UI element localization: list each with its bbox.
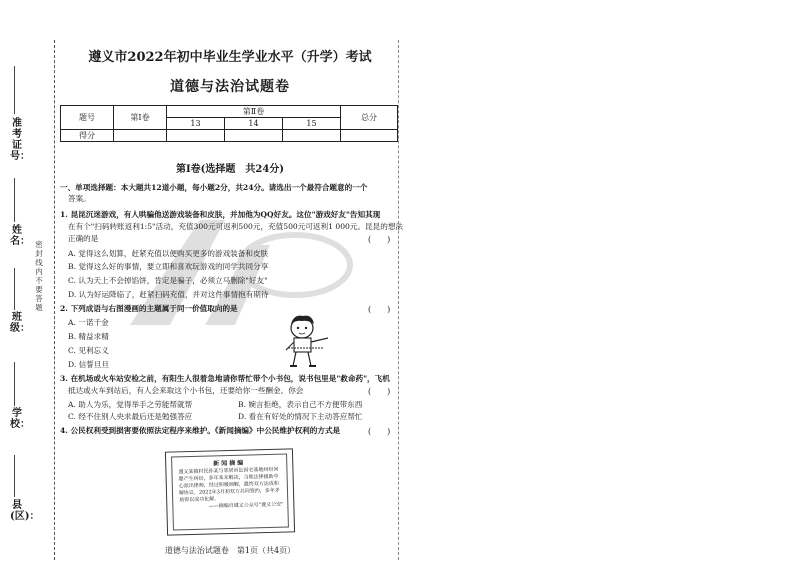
option: C. 经不住别人央求最后还是勉强答应 <box>68 412 193 421</box>
exam-number-line <box>14 66 15 114</box>
instructions-line: 一、单项选择题：本大题共12道小题，每小题2分，共24分。请选出一个最符合题意的一个 <box>60 183 368 192</box>
news-clipping-frame <box>171 453 289 530</box>
answer-bracket: ( ) <box>368 427 391 436</box>
score-cell[interactable] <box>341 130 398 142</box>
table-header-total: 总分 <box>341 106 398 130</box>
option: A. 觉得这么划算，赶紧充值以便购买更多的游戏装备和皮肤 <box>68 249 269 258</box>
question-4-stem: 4. 公民权利受到损害要依照法定程序来维护。《新闻摘编》中公民维护权利的方式是 <box>60 426 341 435</box>
news-title: 新闻摘编 <box>213 459 246 468</box>
paper-subtitle: 道德与法治试题卷 <box>170 79 290 95</box>
page-divider-line <box>398 40 399 560</box>
instructions-line: 答案。 <box>68 194 91 203</box>
option: C. 见利忘义 <box>68 346 109 355</box>
news-clipping <box>165 448 295 535</box>
page-footer: 道德与法治试题卷 第1页（共4页） <box>164 546 296 555</box>
table-header-tihao: 题号 <box>61 106 114 130</box>
table-header-part2: 第Ⅱ卷 <box>167 106 341 118</box>
option: A. 一诺千金 <box>68 318 109 327</box>
question-3-stem: 抵达或火车到站后，有人会来取这个小书包，还要给你一些酬金。你会 <box>68 386 304 395</box>
exam-title: 遵义市2022年初中毕业生学业水平（升学）考试 <box>88 50 372 65</box>
table-subheader: 15 <box>283 118 341 130</box>
option: B. 觉得这么好的事情，要立即和喜欢玩游戏的同学共同分享 <box>68 262 269 271</box>
table-subheader: 14 <box>225 118 283 130</box>
question-1-stem: 在有个"扫码转账返利1:5"活动，充值300元可返利500元，充值500元可返利1 000元。昆昆的想法 <box>68 222 404 231</box>
question-1-stem: 正确的是 <box>68 234 99 243</box>
option: B. 精益求精 <box>68 332 109 341</box>
question-2-stem: 2. 下列成语与右图漫画的主题属于同一价值取向的是 <box>60 304 238 313</box>
option: D. 信誓旦旦 <box>68 360 110 369</box>
answer-bracket: ( ) <box>368 387 391 396</box>
question-3-stem: 3. 在机场或火车站安检之前，有阳生人很着急地请你帮忙带个小书包，说书包里是"救命药"，飞机 <box>60 374 390 383</box>
class-label: 班级： <box>10 312 30 334</box>
table-subheader: 13 <box>167 118 225 130</box>
name-label: 姓名： <box>10 225 30 247</box>
score-cell[interactable] <box>283 130 341 142</box>
option: D. 认为好运降临了，赶紧扫码充值，并对这件事情抱有期待 <box>68 290 269 299</box>
section-title: 第Ⅰ卷(选择题 共24分) <box>175 164 285 175</box>
exam-number-label: 准考证号： <box>10 118 30 162</box>
district-line <box>14 455 15 497</box>
district-label: 县(区)： <box>10 500 40 522</box>
table-header-part1: 第Ⅰ卷 <box>114 106 167 130</box>
cartoon-boy-illustration <box>278 312 330 370</box>
school-label: 学校： <box>10 408 30 430</box>
seal-line-notice: 密封线内不要答题 <box>35 240 43 312</box>
score-table <box>60 105 398 142</box>
score-cell[interactable] <box>167 130 225 142</box>
school-line <box>14 362 15 406</box>
answer-bracket: ( ) <box>368 235 391 244</box>
seal-dashed-line <box>54 40 55 560</box>
class-line <box>14 268 15 310</box>
option: C. 认为天上不会掉馅饼，肯定是骗子，必须立马删除"好友" <box>68 276 268 285</box>
option: D. 看在有好处的情况下主动答应帮忙 <box>238 412 363 421</box>
answer-bracket: ( ) <box>368 305 391 314</box>
score-cell[interactable] <box>114 130 167 142</box>
option: B. 婉言拒绝，表示自己不方便带东西 <box>238 400 363 409</box>
score-cell[interactable] <box>225 130 283 142</box>
table-row-score-label: 得分 <box>61 130 114 142</box>
news-body: 遵义某镇村民孙某与邻居诉讼因宅基地纠纷问题产生纠纷，多年来未解决，当地法律援助中心派出律师，经过积极调解，最终双方达成和解协议。2022年3月初双方共同签约，多年矛盾得以成功化解。 ——摘编自遵义公众号"遵义公安" <box>178 466 284 510</box>
name-line <box>14 178 15 222</box>
question-1-stem: 1. 昆昆沉迷游戏，有人哄骗他送游戏装备和皮肤，并加他为QQ好友。这位"游戏好友"告知其现 <box>60 210 381 219</box>
option: A. 助人为乐，觉得举手之劳能帮就帮 <box>68 400 193 409</box>
